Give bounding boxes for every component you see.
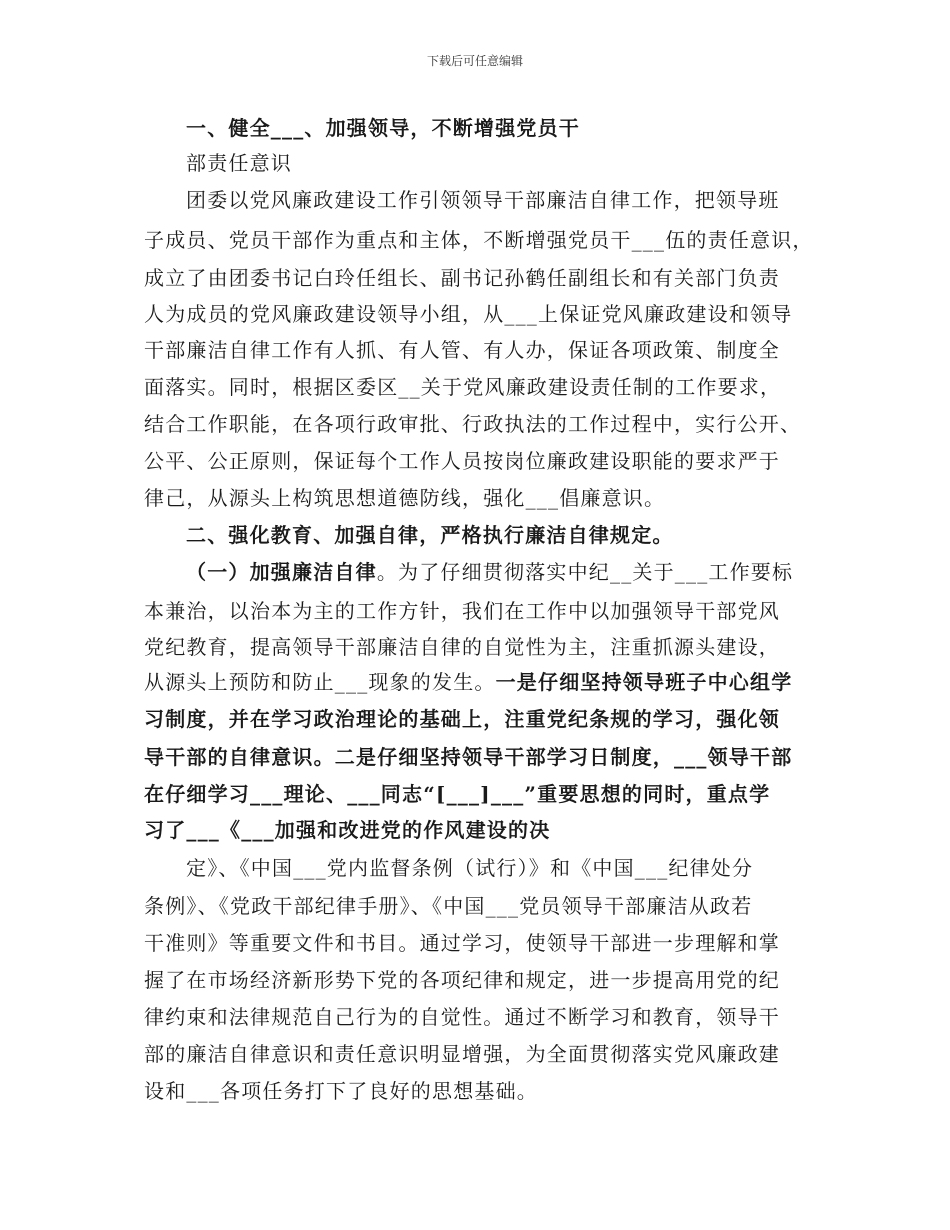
paragraph-1-line: 干部廉洁自律工作有人抓、有人管、有人办，保证各项政策、制度全	[144, 338, 780, 362]
paragraph-2-line: 从源头上预防和防止___现象的发生。一是仔细坚持领导班子中心组学	[144, 670, 793, 694]
paragraph-1-line: 结合工作职能，在各项行政审批、行政执法的工作过程中，实行公开、	[144, 412, 802, 436]
paragraph-1-line: 公平、公正原则，保证每个工作人员按岗位廉政建设职能的要求严于	[144, 449, 780, 473]
paragraph-1-line: 面落实。同时，根据区委区__关于党风廉政建设责任制的工作要求，	[144, 375, 782, 399]
paragraph-3-line: 设和___各项任务打下了良好的思想基础。	[144, 1079, 538, 1103]
heading-2: 二、强化教育、加强自律，严格执行廉洁自律规定。	[186, 523, 674, 547]
paragraph-1-line: 律己，从源头上构筑思想道德防线，强化___倡廉意识。	[144, 486, 666, 510]
paragraph-2-line: 导干部的自律意识。二是仔细坚持领导干部学习日制度，___领导干部	[144, 745, 793, 769]
paragraph-3-line: 部的廉洁自律意识和责任意识明显增强，为全面贯彻落实党风廉政建	[144, 1042, 780, 1066]
paragraph-2-line: 习制度，并在学习政治理论的基础上，注重党纪条规的学习，强化领	[144, 707, 780, 731]
page-header: 下载后可任意编辑	[426, 54, 523, 68]
paragraph-1-line: 团委以党风廉政建设工作引领领导干部廉洁自律工作，把领导班	[186, 188, 780, 212]
paragraph-2-line: （一）加强廉洁自律。为了仔细贯彻落实中纪__关于___工作要标	[186, 560, 794, 584]
paragraph-1-line: 人为成员的党风廉政建设领导小组，从___上保证党风廉政建设和领导	[144, 302, 793, 326]
paragraph-3-line: 握了在市场经济新形势下党的各项纪律和规定，进一步提高用党的纪	[144, 968, 780, 992]
paragraph-3-line: 律约束和法律规范自己行为的自觉性。通过不断学习和教育，领导干	[144, 1005, 780, 1029]
paragraph-2-line: 党纪教育，提高领导干部廉洁自律的自觉性为主，注重抓源头建设，	[144, 635, 780, 659]
heading-1-line-2: 部责任意识	[186, 151, 292, 175]
paragraph-2-line: 在仔细学习___理论、___同志“[___]___”重要思想的同时，重点学	[144, 782, 771, 806]
paragraph-3-line: 条例》、《党政干部纪律手册》、《中国___党员领导干部廉洁从政若	[144, 894, 753, 918]
heading-1-line-1: 一、健全___、加强领导，不断增强党员干	[186, 116, 580, 140]
paragraph-1-line: 子成员、党员干部作为重点和主体，不断增强党员干___伍的责任意识，	[144, 228, 814, 252]
paragraph-1-line: 成立了由团委书记白玲任组长、副书记孙鹤任副组长和有关部门负责	[144, 266, 780, 290]
paragraph-2-line: 本兼治，以治本为主的工作方针，我们在工作中以加强领导干部党风	[144, 599, 780, 623]
paragraph-2-line: 习了___《___加强和改进党的作风建设的决	[144, 818, 551, 842]
paragraph-3-line: 定》、《中国___党内监督条例（试行）》和《中国___纪律处分	[186, 856, 754, 880]
paragraph-3-line: 干准则》等重要文件和书目。通过学习，使领导干部进一步理解和掌	[144, 931, 780, 955]
